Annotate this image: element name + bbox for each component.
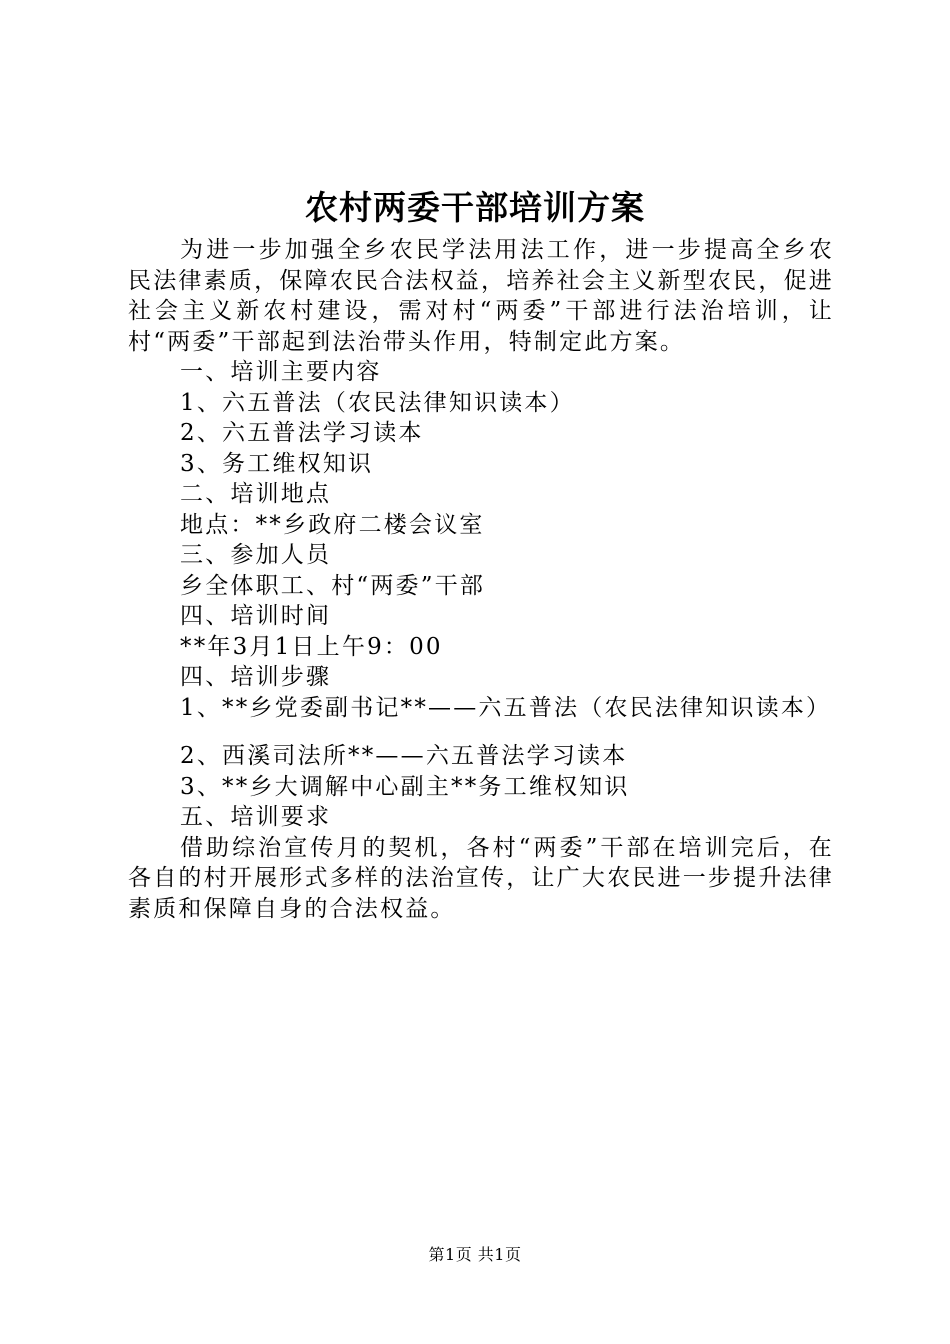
blank-gap: [128, 723, 834, 741]
section-heading-content: 一、培训主要内容: [180, 359, 382, 385]
section-heading-location: 二、培训地点: [180, 481, 332, 507]
intro-paragraph: 为进一步加强全乡农民学法用法工作，进一步提高全乡农民法律素质，保障农民合法权益，培养社会主义新型农民，促进社会主义新农村建设，需对村“两委”干部进行法治培训，让村“两委”干部起到法治带头作用，特制定此方案。: [128, 237, 834, 355]
section-heading-time: 四、培训时间: [180, 603, 332, 629]
page-footer: 第1页 共1页: [428, 1245, 522, 1264]
section-heading-steps: 四、培训步骤: [180, 664, 332, 690]
step-item-1: 1、**乡党委副书记**——六五普法（农民法律知识读本）: [180, 694, 832, 721]
section-heading-requirements: 五、培训要求: [180, 804, 332, 830]
document-title: 农村两委干部培训方案: [305, 188, 645, 227]
participants-text: 乡全体职工、村“两委”干部: [180, 572, 486, 599]
closing-paragraph: 借助综治宣传月的契机，各村“两委”干部在培训完后，在各自的村开展形式多样的法治宣传，让广大农民进一步提升法律素质和保障自身的合法权益。: [128, 834, 834, 922]
location-text: 地点：**乡政府二楼会议室: [180, 511, 485, 538]
content-item-2: 2、六五普法学习读本: [180, 420, 424, 446]
document-body: [128, 235, 834, 924]
section-heading-participants: 三、参加人员: [180, 542, 332, 568]
step-item-3: 3、**乡大调解中心副主**务工维权知识: [180, 773, 630, 800]
time-text: **年3月1日上午9：00: [180, 633, 443, 660]
content-item-1: 1、六五普法（农民法律知识读本）: [180, 389, 575, 416]
step-item-2: 2、西溪司法所**——六五普法学习读本: [180, 743, 628, 769]
content-item-3: 3、务工维权知识: [180, 450, 374, 477]
